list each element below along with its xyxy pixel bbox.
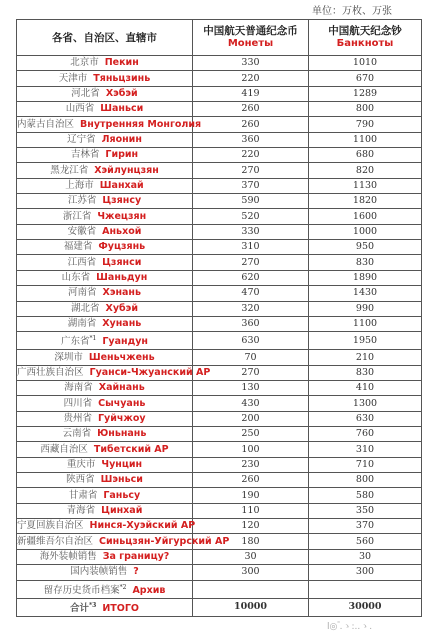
footnote-marker: *3 [89, 601, 97, 609]
region-ru: Ляонин [101, 133, 142, 145]
region-ru: Хунань [102, 318, 142, 330]
region-cell [17, 86, 193, 101]
region-ru: Шанхай [99, 179, 144, 191]
region-ru: ? [133, 566, 139, 578]
table-row [17, 316, 422, 331]
notes-cell: 410 [309, 381, 422, 396]
region-ru: Пекин [104, 57, 139, 69]
region-ru: Хайнань [98, 382, 145, 394]
region-cell [17, 565, 193, 580]
notes-cell: 1100 [309, 132, 422, 147]
region-cn: 浙江省 [62, 210, 92, 222]
notes-cell: 790 [309, 117, 422, 132]
unit-label: 单位：万枚、万张 [312, 6, 392, 17]
region-ru: Шаньси [100, 103, 144, 115]
region-cn: 合计 [70, 602, 90, 614]
region-cell [17, 503, 193, 518]
coins-cell: 70 [193, 350, 309, 365]
distribution-table [16, 19, 422, 617]
header-region: 各省、自治区、直辖市 [17, 20, 193, 56]
coins-cell: 260 [193, 117, 309, 132]
region-cn: 新疆维吾尔自治区 [17, 535, 94, 547]
notes-cell: 990 [309, 301, 422, 316]
coins-cell: 100 [193, 442, 309, 457]
region-ru: Тибетский АР [93, 443, 169, 455]
table-row [17, 71, 422, 86]
table-row [17, 255, 422, 270]
table-row [17, 565, 422, 580]
coins-cell: 430 [193, 396, 309, 411]
coins-cell: 180 [193, 534, 309, 549]
coins-cell: 470 [193, 286, 309, 301]
coins-cell: 260 [193, 102, 309, 117]
coins-cell: 310 [193, 240, 309, 255]
table-row [17, 519, 422, 534]
notes-cell: 1890 [309, 270, 422, 285]
region-cn: 广西壮族自治区 [17, 366, 84, 378]
notes-cell [309, 580, 422, 598]
coins-cell: 630 [193, 332, 309, 350]
region-cell [17, 255, 193, 270]
coins-cell: 590 [193, 194, 309, 209]
coins-cell: 370 [193, 178, 309, 193]
coins-cell: 10000 [193, 598, 309, 616]
header-notes-ru: Банкноты [336, 38, 394, 49]
coins-cell: 300 [193, 565, 309, 580]
table-row [17, 427, 422, 442]
notes-cell: 1100 [309, 316, 422, 331]
notes-cell: 800 [309, 102, 422, 117]
table-row [17, 332, 422, 350]
region-ru: Хэнань [102, 287, 142, 299]
table-row [17, 56, 422, 71]
header-notes-cn: 中国航天纪念钞 [328, 25, 402, 37]
region-cn: 重庆市 [66, 458, 96, 470]
region-cn: 辽宁省 [67, 133, 96, 145]
table-row [17, 286, 422, 301]
region-cn: 青海省 [66, 504, 96, 516]
notes-cell: 310 [309, 442, 422, 457]
table-header-row [17, 20, 422, 56]
notes-cell: 370 [309, 519, 422, 534]
region-ru: Архив [132, 584, 166, 596]
table-row [17, 86, 422, 101]
table-row [17, 381, 422, 396]
region-ru: Фуцзянь [98, 241, 146, 253]
notes-cell: 710 [309, 457, 422, 472]
region-cn: 安徽省 [67, 225, 97, 237]
table-row [17, 503, 422, 518]
region-cn: 广东省 [61, 336, 90, 348]
notes-cell: 1130 [309, 178, 422, 193]
region-cell [17, 411, 193, 426]
coins-cell: 110 [193, 503, 309, 518]
table-row [17, 411, 422, 426]
notes-cell: 1289 [309, 86, 422, 101]
notes-cell: 820 [309, 163, 422, 178]
region-cn: 山西省 [65, 103, 95, 115]
region-cell [17, 102, 193, 117]
region-cn: 吉林省 [70, 149, 100, 161]
coins-cell: 200 [193, 411, 309, 426]
region-cn: 山东省 [61, 271, 91, 283]
region-ru: Цзянсу [102, 195, 142, 207]
notes-cell: 1820 [309, 194, 422, 209]
region-cn: 海南省 [64, 382, 93, 394]
region-ru: Чунцин [101, 458, 143, 470]
region-ru: Шаньдун [96, 271, 148, 283]
table-row [17, 301, 422, 316]
region-cn: 江苏省 [67, 195, 97, 207]
region-cell [17, 488, 193, 503]
region-ru: Тяньцзинь [93, 72, 151, 84]
region-ru: Цзянси [102, 256, 142, 268]
table-row [17, 534, 422, 549]
region-cn: 云南省 [62, 428, 92, 440]
footnote-marker: *2 [119, 583, 127, 591]
table-row [17, 473, 422, 488]
table-row [17, 549, 422, 564]
notes-cell: 30000 [309, 598, 422, 616]
coins-cell [193, 580, 309, 598]
notes-cell: 1300 [309, 396, 422, 411]
region-cell [17, 534, 230, 549]
table-row [17, 178, 422, 193]
region-cell [17, 598, 193, 616]
notes-cell: 210 [309, 350, 422, 365]
footnote-marker: *1 [89, 335, 97, 343]
notes-cell: 560 [309, 534, 422, 549]
coins-cell: 30 [193, 549, 309, 564]
total-row [17, 598, 422, 616]
region-cell [17, 178, 193, 193]
region-cell [17, 580, 193, 598]
region-cell [17, 71, 193, 86]
region-cn: 河南省 [67, 287, 97, 299]
watermark: l◎ ゚.ゝ:..ゝ. [327, 622, 373, 632]
notes-cell: 1600 [309, 209, 422, 224]
table-row [17, 102, 422, 117]
coins-cell: 330 [193, 56, 309, 71]
region-cn: 国内装帧销售 [70, 566, 128, 578]
region-cell [17, 163, 193, 178]
notes-cell: 830 [309, 255, 422, 270]
notes-cell: 630 [309, 411, 422, 426]
region-ru: Хубэй [105, 302, 138, 314]
region-cell [17, 117, 202, 132]
header-notes [309, 20, 422, 56]
region-cn: 宁夏回族自治区 [17, 520, 84, 532]
region-cell [17, 396, 193, 411]
notes-cell: 580 [309, 488, 422, 503]
notes-cell: 30 [309, 549, 422, 564]
region-cn: 北京市 [70, 57, 99, 69]
region-ru: Сычуань [98, 397, 146, 409]
header-coins-cn: 中国航天普通纪念币 [203, 25, 298, 37]
region-ru: Гирин [105, 149, 139, 161]
region-cn: 西藏自治区 [40, 443, 88, 455]
region-ru: Хэйлунцзян [94, 164, 159, 176]
region-ru: Гуйчжоу [97, 412, 146, 424]
region-cn: 天津市 [58, 72, 88, 84]
region-cn: 黑龙江省 [50, 164, 89, 176]
region-cell [17, 473, 193, 488]
coins-cell: 360 [193, 132, 309, 147]
notes-cell: 1950 [309, 332, 422, 350]
notes-cell: 830 [309, 365, 422, 380]
coins-cell: 330 [193, 224, 309, 239]
region-cn: 河北省 [71, 87, 100, 99]
table-row [17, 209, 422, 224]
region-cell [17, 457, 193, 472]
region-cell [17, 381, 193, 396]
region-cn: 江西省 [67, 256, 97, 268]
region-ru: Ганьсу [103, 489, 141, 501]
coins-cell: 130 [193, 381, 309, 396]
region-cn: 贵州省 [63, 412, 92, 424]
coins-cell: 190 [193, 488, 309, 503]
region-ru: Цинхай [101, 504, 143, 516]
region-cell [17, 56, 193, 71]
region-cell [17, 194, 193, 209]
table-row [17, 270, 422, 285]
region-ru: Синьцзян-Уйгурский АР [99, 535, 230, 547]
coins-cell: 260 [193, 473, 309, 488]
region-cell [17, 350, 193, 365]
coins-cell: 270 [193, 365, 309, 380]
region-ru: Гуанси-Чжуанский АР [89, 366, 211, 378]
coins-cell: 320 [193, 301, 309, 316]
table-row [17, 240, 422, 255]
table-row [17, 148, 422, 163]
region-cn: 内蒙古自治区 [17, 118, 75, 130]
region-ru: Юньнань [97, 428, 147, 440]
region-cn: 留存历史货币档案 [43, 584, 120, 596]
region-cell [17, 224, 193, 239]
region-cell [17, 301, 193, 316]
region-ru: ИТОГО [102, 602, 139, 614]
table-row [17, 396, 422, 411]
coins-cell: 250 [193, 427, 309, 442]
region-ru: Внутренняя Монголия [80, 118, 202, 130]
notes-cell: 1430 [309, 286, 422, 301]
notes-cell: 950 [309, 240, 422, 255]
region-cell [17, 148, 193, 163]
region-ru: За границу? [102, 550, 170, 562]
notes-cell: 350 [309, 503, 422, 518]
region-cell [17, 519, 196, 534]
table-row [17, 457, 422, 472]
header-coins [193, 20, 309, 56]
coins-cell: 120 [193, 519, 309, 534]
region-cn: 四川省 [63, 397, 93, 409]
region-cn: 陕西省 [66, 474, 95, 486]
region-ru: Чжецзян [97, 210, 147, 222]
region-cn: 甘肃省 [68, 489, 98, 501]
region-cell [17, 132, 193, 147]
region-cn: 海外装帧销售 [39, 550, 97, 562]
region-cell [17, 316, 193, 331]
notes-cell: 670 [309, 71, 422, 86]
region-cell [17, 332, 193, 350]
region-ru: Хэбэй [105, 87, 138, 99]
region-cell [17, 442, 193, 457]
table-row [17, 163, 422, 178]
coins-cell: 419 [193, 86, 309, 101]
table-row [17, 132, 422, 147]
coins-cell: 520 [193, 209, 309, 224]
coins-cell: 220 [193, 71, 309, 86]
notes-cell: 800 [309, 473, 422, 488]
table-row [17, 350, 422, 365]
coins-cell: 620 [193, 270, 309, 285]
region-cn: 湖北省 [71, 302, 100, 314]
table-row [17, 488, 422, 503]
region-cell [17, 286, 193, 301]
region-cell [17, 549, 193, 564]
region-cell [17, 270, 193, 285]
coins-cell: 270 [193, 255, 309, 270]
notes-cell: 1010 [309, 56, 422, 71]
table-row [17, 224, 422, 239]
region-cell [17, 427, 193, 442]
region-cn: 福建省 [63, 241, 93, 253]
notes-cell: 760 [309, 427, 422, 442]
table-row [17, 194, 422, 209]
coins-cell: 360 [193, 316, 309, 331]
table-row [17, 117, 422, 132]
region-ru: Нинся-Хуэйский АР [89, 520, 196, 532]
region-cell [17, 240, 193, 255]
region-cell [17, 209, 193, 224]
region-cn: 上海市 [65, 179, 94, 191]
coins-cell: 230 [193, 457, 309, 472]
region-cn: 深圳市 [54, 351, 83, 363]
region-ru: Шеньчжень [88, 351, 155, 363]
region-cn: 湖南省 [67, 318, 97, 330]
coins-cell: 220 [193, 148, 309, 163]
table-row [17, 580, 422, 598]
notes-cell: 1000 [309, 224, 422, 239]
region-ru: Шэньси [100, 474, 143, 486]
region-ru: Гуандун [102, 336, 148, 348]
notes-cell: 300 [309, 565, 422, 580]
coins-cell: 270 [193, 163, 309, 178]
notes-cell: 680 [309, 148, 422, 163]
table-row [17, 442, 422, 457]
header-coins-ru: Монеты [227, 38, 274, 49]
table-row [17, 365, 422, 380]
region-ru: Аньхой [102, 225, 142, 237]
region-cell [17, 365, 211, 380]
